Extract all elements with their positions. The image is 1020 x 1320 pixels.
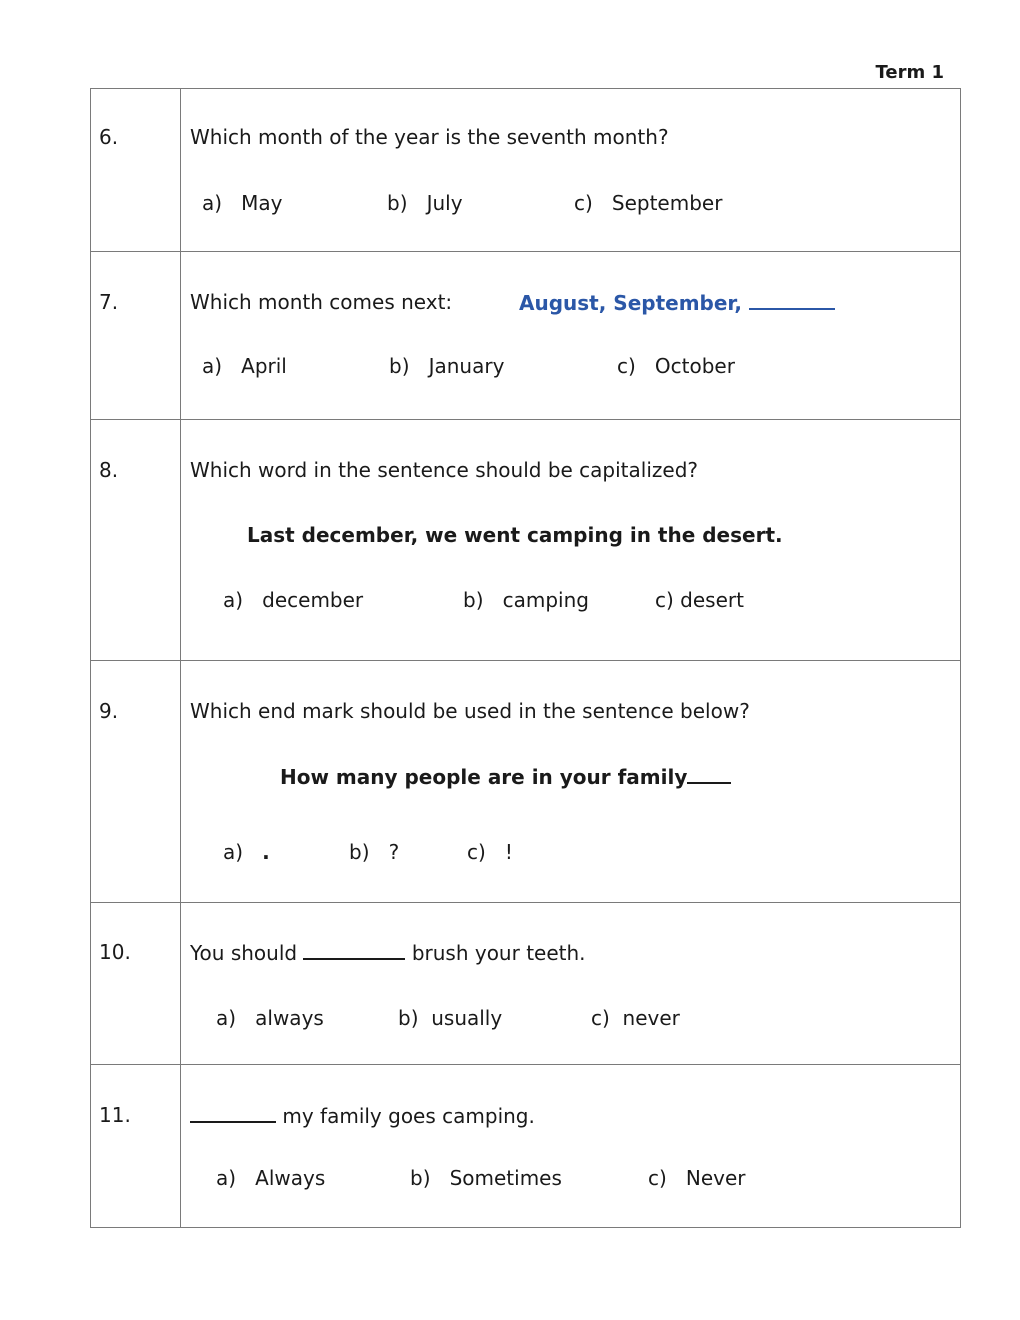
question-body [181,252,961,420]
example-sentence-text: How many people are in your family [280,765,688,789]
option-c[interactable] [648,1166,746,1190]
example-sentence [280,764,731,789]
question-number [91,89,181,252]
question-number-text: 11. [99,1103,131,1127]
option-text: Sometimes [449,1166,562,1190]
question-row-7 [91,252,961,420]
option-text: October [654,354,735,378]
question-number [91,903,181,1065]
answer-blank [190,1103,276,1123]
option-a[interactable] [223,840,270,864]
question-body [181,89,961,252]
option-text: April [241,354,287,378]
option-c[interactable] [574,191,722,215]
option-c[interactable] [617,354,735,378]
question-number [91,1065,181,1228]
question-row-6 [91,89,961,252]
month-sequence [519,290,835,315]
option-b[interactable] [410,1166,562,1190]
option-text: Always [255,1166,326,1190]
option-text: never [622,1006,680,1030]
question-number [91,252,181,420]
end-mark-blank [687,764,731,784]
quiz-table [90,88,961,1228]
question-number [91,420,181,661]
question-text-after: brush your teeth. [411,941,586,965]
option-text: always [255,1006,324,1030]
question-text: Which end mark should be used in the sentence below? [190,699,750,723]
option-letter: b) [389,354,410,378]
option-text: ? [388,840,400,864]
option-a[interactable] [202,191,283,215]
option-letter: a) [202,191,223,215]
option-a[interactable] [202,354,287,378]
question-row-11 [91,1065,961,1228]
option-letter: c) [617,354,636,378]
question-text: Which month of the year is the seventh month? [190,125,669,149]
option-letter: a) [202,354,223,378]
option-letter: b) [349,840,370,864]
option-b[interactable] [349,840,399,864]
question-body [181,661,961,903]
option-text: Never [685,1166,746,1190]
question-number-text: 8. [99,458,119,482]
option-letter: c) [655,588,674,612]
question-number [91,661,181,903]
option-text: May [241,191,283,215]
option-letter: c) [467,840,486,864]
question-number-text: 6. [99,125,119,149]
question-number-text: 10. [99,940,131,964]
option-b[interactable] [387,191,463,215]
option-b[interactable] [389,354,504,378]
question-text [190,1103,535,1128]
option-text: January [428,354,505,378]
example-sentence: Last december, we went camping in the desert. [247,523,783,547]
option-letter: b) [410,1166,431,1190]
option-letter: b) [398,1006,419,1030]
question-row-9 [91,661,961,903]
option-letter: c) [648,1166,667,1190]
option-letter: a) [223,588,244,612]
option-b[interactable] [463,588,589,612]
option-letter: b) [463,588,484,612]
option-a[interactable] [216,1166,325,1190]
option-text: camping [502,588,589,612]
question-text: Which word in the sentence should be capitalized? [190,458,699,482]
month-sequence-text: August, September, [519,291,742,315]
option-text: usually [431,1006,503,1030]
option-a[interactable] [223,588,363,612]
question-body [181,420,961,661]
option-text: december [262,588,364,612]
option-letter: c) [574,191,593,215]
answer-blank [303,940,405,960]
question-number-text: 9. [99,699,119,723]
option-c[interactable] [591,1006,680,1030]
option-letter: b) [387,191,408,215]
option-b[interactable] [398,1006,502,1030]
question-text-after: my family goes camping. [282,1104,535,1128]
question-body [181,1065,961,1228]
term-label: Term 1 [875,62,944,83]
option-text: July [426,191,463,215]
option-text: desert [680,588,744,612]
question-number-text: 7. [99,290,119,314]
option-c[interactable] [467,840,513,864]
question-body [181,903,961,1065]
option-text: . [262,840,270,864]
option-text: ! [504,840,513,864]
option-letter: c) [591,1006,610,1030]
question-row-8 [91,420,961,661]
option-text: September [611,191,723,215]
question-row-10 [91,903,961,1065]
question-text-before: You should [190,941,298,965]
option-a[interactable] [216,1006,324,1030]
option-c[interactable] [655,588,744,612]
answer-blank [749,290,835,310]
question-text [190,940,586,965]
option-letter: a) [216,1006,237,1030]
question-text: Which month comes next: [190,290,453,314]
option-letter: a) [223,840,244,864]
option-letter: a) [216,1166,237,1190]
